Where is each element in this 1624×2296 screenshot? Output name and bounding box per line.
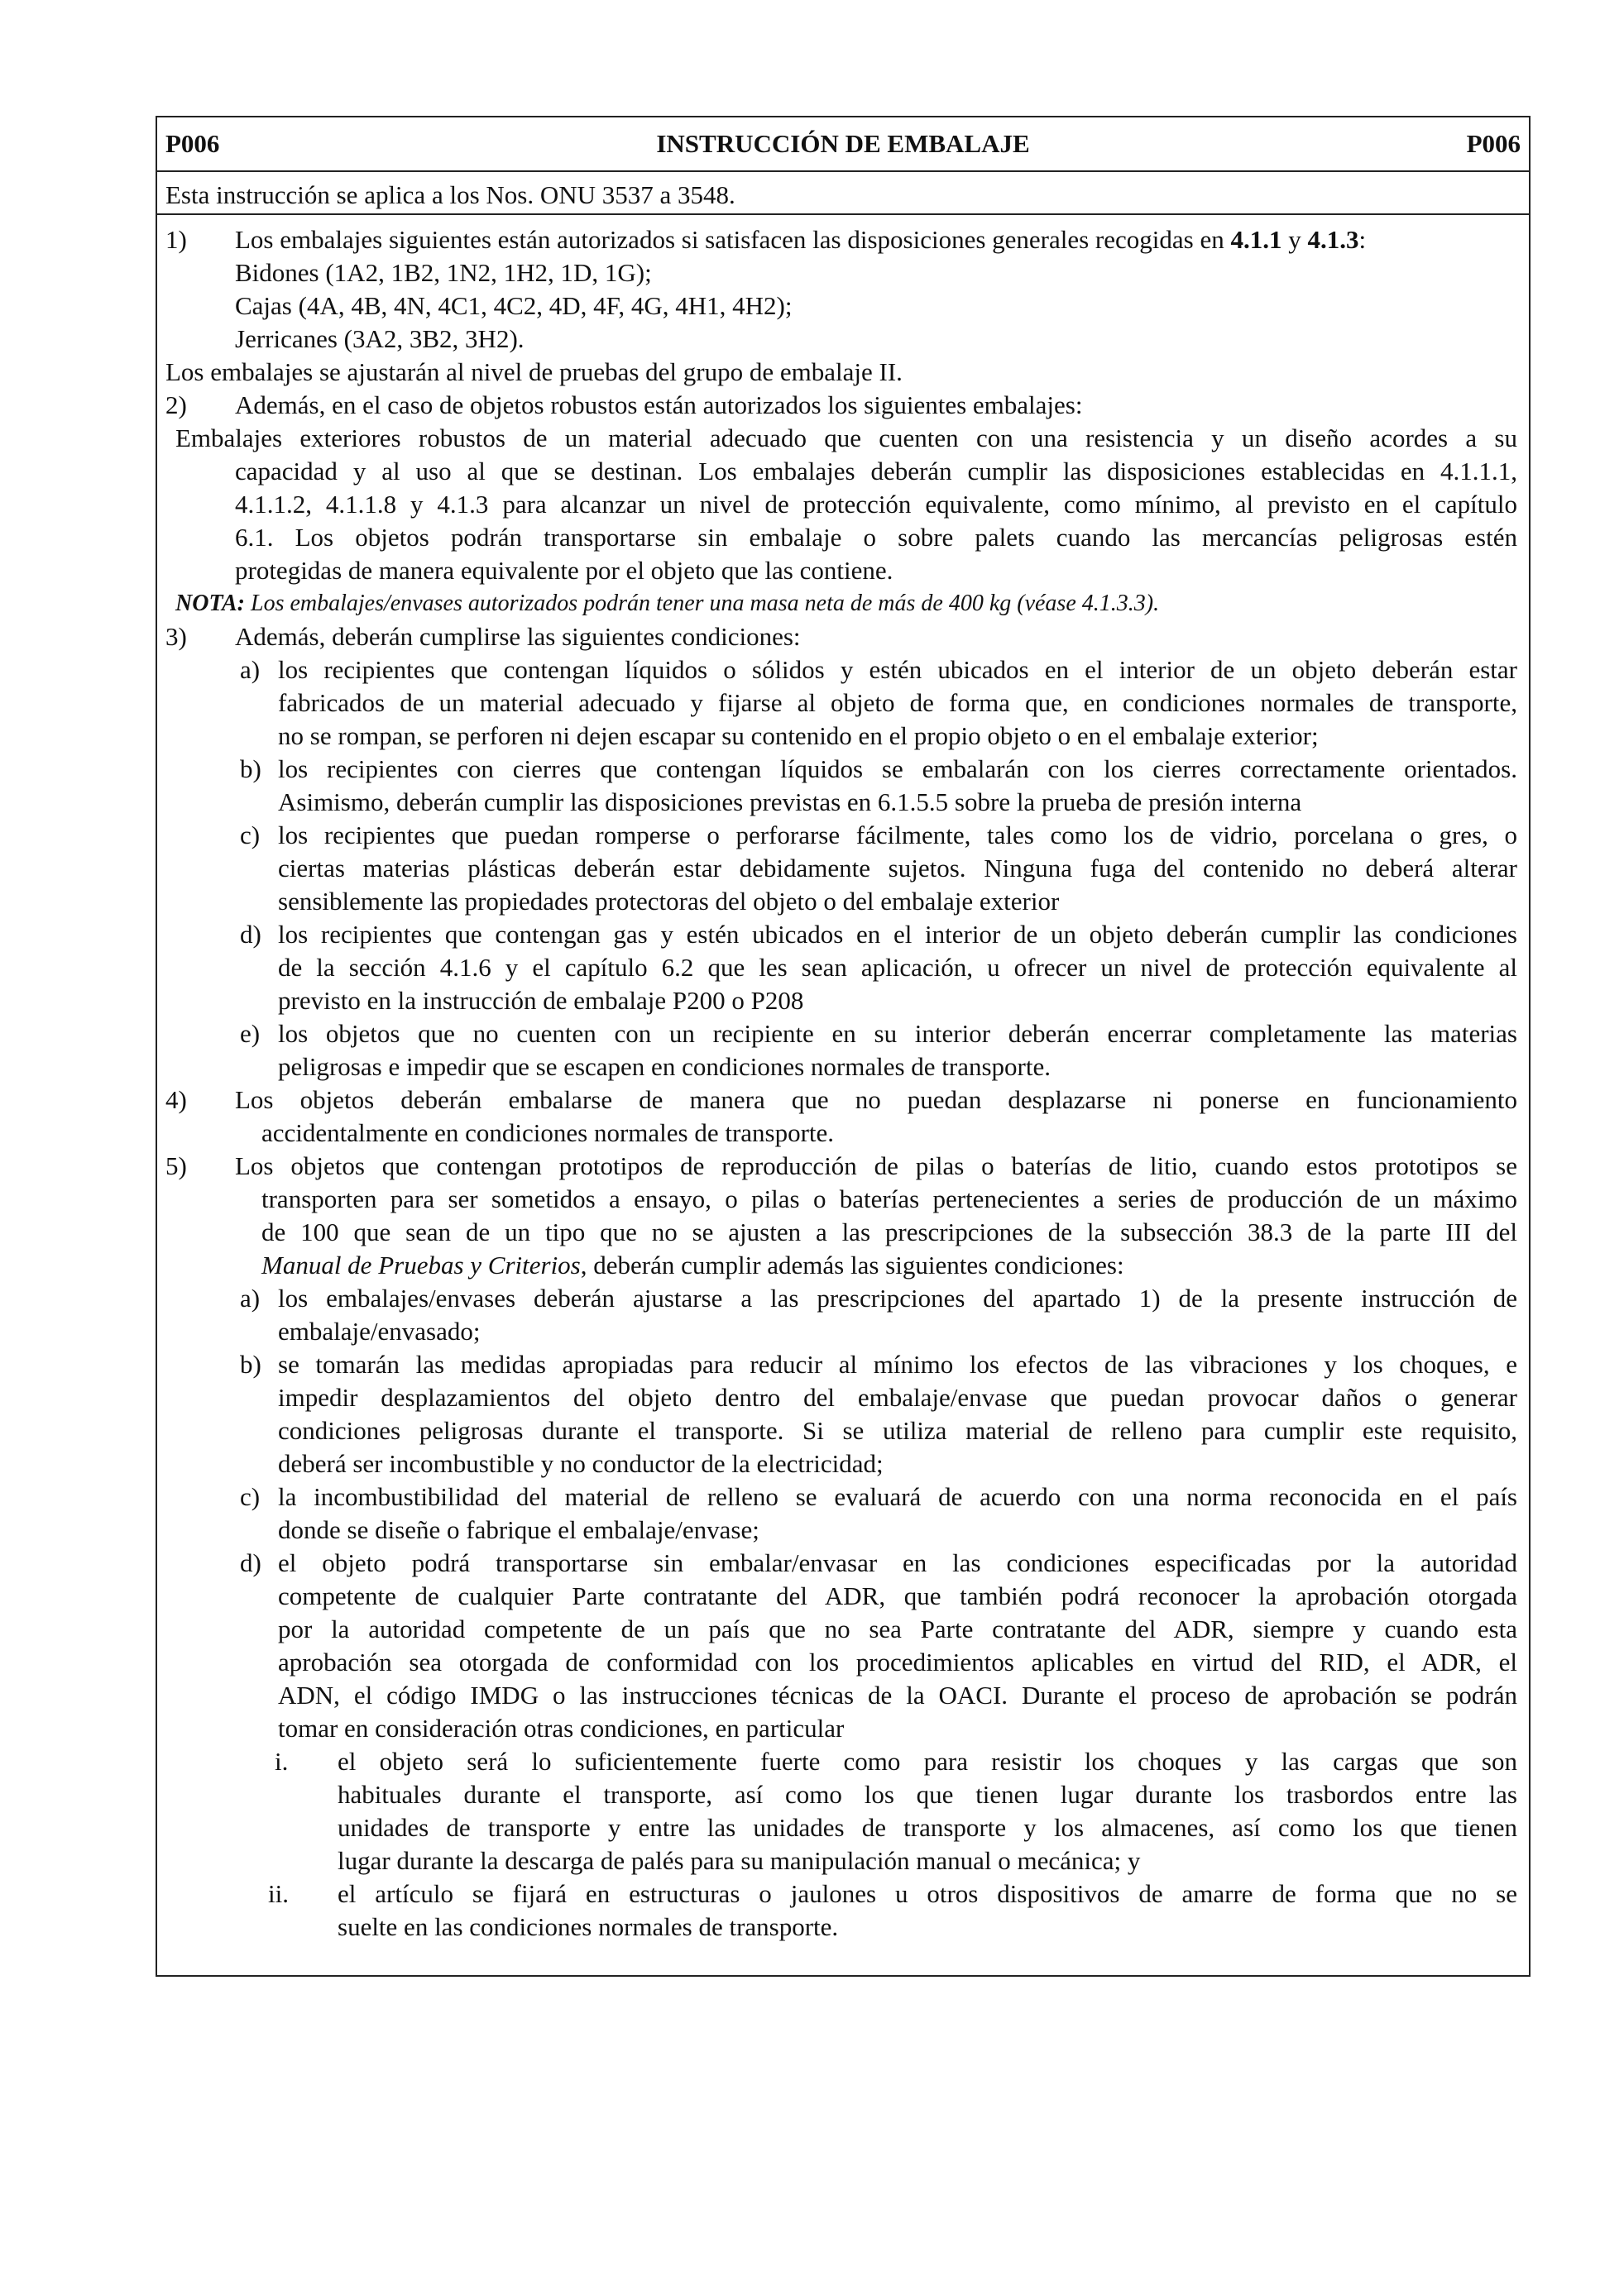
- paragraph-line: por la autoridad competente de un país que no sea Parte contratante del ADR, siempre y cuando esta: [278, 1614, 1517, 1643]
- paragraph-line: Los objetos que contengan prototipos de reproducción de pilas o baterías de litio, cuando estos prototipos se: [235, 1151, 1517, 1180]
- paragraph-line: transporten para ser sometidos a ensayo, o pilas o baterías pertenecientes a series de producción de un máximo: [261, 1184, 1517, 1213]
- item-marker: a): [240, 1284, 261, 1313]
- paragraph-line: no se rompan, se perforen ni dejen escapar su contenido en el propio objeto o en el embalaje exterior;: [278, 721, 1319, 750]
- paragraph-line: Los embalajes se ajustarán al nivel de pruebas del grupo de embalaje II.: [165, 357, 903, 386]
- list-item: Bidones (1A2, 1B2, 1N2, 1H2, 1D, 1G);: [235, 258, 652, 287]
- packing-instruction-table: [156, 116, 1531, 1977]
- paragraph-line: Los objetos deberán embalarse de manera que no puedan desplazarse ni ponerse en funcionamiento: [235, 1085, 1517, 1114]
- item-marker: d): [240, 920, 261, 949]
- instruction-code-left: P006: [165, 129, 220, 158]
- paragraph-line: la incombustibilidad del material de relleno se evaluará de acuerdo con una norma reconocida en el país: [278, 1482, 1517, 1511]
- paragraph-line: competente de cualquier Parte contratante del ADR, que también podrá reconocer la aprobación otorgada: [278, 1581, 1517, 1610]
- list-item: Jerricanes (3A2, 3B2, 3H2).: [235, 324, 525, 353]
- paragraph-line: tomar en consideración otras condiciones, en particular: [278, 1714, 845, 1743]
- subitem-marker: ii.: [268, 1879, 289, 1908]
- paragraph-line: embalaje/envasado;: [278, 1317, 481, 1346]
- paragraph-line: unidades de transporte y entre las unidades de transporte y los almacenes, así como los que tienen: [338, 1813, 1517, 1842]
- paragraph-line: el objeto será lo suficientemente fuerte como para resistir los choques y las cargas que son: [338, 1747, 1517, 1776]
- paragraph-line: el artículo se fijará en estructuras o jaulones u otros dispositivos de amarre de forma que no se: [338, 1879, 1517, 1908]
- paragraph-line: aprobación sea otorgada de conformidad con los procedimientos aplicables en virtud del RID, el ADR, el: [278, 1648, 1517, 1677]
- paragraph-line: ADN, el código IMDG o las instrucciones técnicas de la OACI. Durante el proceso de aprobación se podrán: [278, 1681, 1517, 1710]
- section-number: 5): [165, 1151, 187, 1180]
- reference-4-1-1: 4.1.1: [1230, 225, 1282, 254]
- paragraph-line: 6.1. Los objetos podrán transportarse sin embalaje o sobre palets cuando las mercancías peligrosas estén: [235, 523, 1517, 552]
- section-number: 1): [165, 225, 187, 254]
- paragraph-line: habituales durante el transporte, así como los que tienen lugar durante los trasbordos entre las: [338, 1780, 1517, 1809]
- paragraph-line: impedir desplazamientos del objeto dentro del embalaje/envase que puedan provocar daños o generar: [278, 1383, 1517, 1412]
- item-marker: c): [240, 820, 261, 849]
- paragraph-line: Además, deberán cumplirse las siguientes condiciones:: [235, 622, 801, 651]
- paragraph-line: lugar durante la descarga de palés para su manipulación manual o mecánica; y: [338, 1846, 1141, 1875]
- item-marker: d): [240, 1548, 261, 1577]
- item-marker: b): [240, 754, 261, 783]
- paragraph-line: los objetos que no cuenten con un recipiente en su interior deberán encerrar completamente las materias: [278, 1019, 1517, 1048]
- subitem-marker: i.: [275, 1747, 289, 1776]
- paragraph-line: previsto en la instrucción de embalaje P200 o P208: [278, 986, 804, 1015]
- paragraph-line: fabricados de un material adecuado y fijarse al objeto de forma que, en condiciones normales de transporte,: [278, 688, 1517, 717]
- reference-4-1-3: 4.1.3: [1307, 225, 1359, 254]
- paragraph-line: los recipientes que contengan líquidos o sólidos y estén ubicados en el interior de un objeto deberán estar: [278, 655, 1517, 684]
- item-marker: b): [240, 1350, 261, 1379]
- instruction-title: INSTRUCCIÓN DE EMBALAJE: [656, 129, 1030, 158]
- note-label: NOTA:: [175, 591, 245, 616]
- paragraph-line: Embalajes exteriores robustos de un material adecuado que cuenten con una resistencia y un diseño acordes a su: [175, 423, 1517, 452]
- paragraph-line: capacidad y al uso al que se destinan. Los embalajes deberán cumplir las disposiciones establecidas en 4.1.1.1,: [235, 457, 1517, 486]
- paragraph-line: se tomarán las medidas apropiadas para reducir al mínimo los efectos de las vibraciones y los choques, e: [278, 1350, 1517, 1379]
- note-text: Los embalajes/envases autorizados podrán tener una masa neta de más de 400 kg (véase 4.1.3.3).: [245, 591, 1160, 616]
- section-number: 3): [165, 622, 187, 651]
- instruction-code-right: P006: [1466, 129, 1521, 158]
- item-marker: c): [240, 1482, 261, 1511]
- scope-row: [157, 170, 1529, 215]
- paragraph-line: de la sección 4.1.6 y el capítulo 6.2 que les sean aplicación, u ofrecer un nivel de protección equivalente al: [278, 953, 1517, 982]
- provisions-body: [157, 215, 1529, 1975]
- paragraph-line: protegidas de manera equivalente por el objeto que las contiene.: [235, 556, 893, 585]
- section-1-intro: Los embalajes siguientes están autorizados si satisfacen las disposiciones generales recogidas en 4.1.1 y 4.1.3:: [235, 225, 1367, 254]
- note: [175, 587, 1159, 620]
- paragraph-line: los recipientes con cierres que contengan líquidos se embalarán con los cierres correctamente orientados.: [278, 754, 1517, 783]
- paragraph-line: Además, en el caso de objetos robustos están autorizados los siguientes embalajes:: [235, 390, 1083, 419]
- paragraph-line: accidentalmente en condiciones normales de transporte.: [261, 1118, 835, 1147]
- section-number: 2): [165, 390, 187, 419]
- paragraph-line: Manual de Pruebas y Criterios, deberán cumplir además las siguientes condiciones:: [261, 1251, 1124, 1280]
- paragraph-line: sensiblemente las propiedades protectoras del objeto o del embalaje exterior: [278, 887, 1060, 916]
- paragraph-line: los embalajes/envases deberán ajustarse a las prescripciones del apartado 1) de la presente instrucción de: [278, 1284, 1517, 1313]
- list-item: Cajas (4A, 4B, 4N, 4C1, 4C2, 4D, 4F, 4G, 4H1, 4H2);: [235, 291, 793, 320]
- table-header-row: [157, 117, 1529, 172]
- paragraph-line: suelte en las condiciones normales de transporte.: [338, 1912, 839, 1941]
- paragraph-line: 4.1.1.2, 4.1.1.8 y 4.1.3 para alcanzar un nivel de protección equivalente, como mínimo, al previsto en el capítulo: [235, 490, 1517, 519]
- paragraph-line: los recipientes que contengan gas y estén ubicados en el interior de un objeto deberán cumplir las condiciones: [278, 920, 1517, 949]
- item-marker: a): [240, 655, 261, 684]
- manual-title: Manual de Pruebas y Criterios: [261, 1251, 581, 1280]
- paragraph-line: los recipientes que puedan romperse o perforarse fácilmente, tales como los de vidrio, porcelana o gres, o: [278, 820, 1517, 849]
- item-marker: e): [240, 1019, 261, 1048]
- paragraph-line: el objeto podrá transportarse sin embalar/envasar en las condiciones especificadas por la autoridad: [278, 1548, 1517, 1577]
- paragraph-line: Asimismo, deberán cumplir las disposiciones previstas en 6.1.5.5 sobre la prueba de presión interna: [278, 787, 1302, 816]
- paragraph-line: peligrosas e impedir que se escapen en condiciones normales de transporte.: [278, 1052, 1051, 1081]
- paragraph-line: donde se diseñe o fabrique el embalaje/envase;: [278, 1515, 759, 1544]
- section-number: 4): [165, 1085, 187, 1114]
- scope-text: Esta instrucción se aplica a los Nos. ONU 3537 a 3548.: [165, 180, 735, 209]
- paragraph-line: de 100 que sean de un tipo que no se ajusten a las prescripciones de la subsección 38.3 de la parte III del: [261, 1217, 1517, 1246]
- paragraph-line: condiciones peligrosas durante el transporte. Si se utiliza material de relleno para cumplir este requisito,: [278, 1416, 1517, 1445]
- paragraph-line: deberá ser incombustible y no conductor de la electricidad;: [278, 1449, 884, 1478]
- paragraph-line: ciertas materias plásticas deberán estar debidamente sujetos. Ninguna fuga del contenido no deberá alterar: [278, 854, 1517, 883]
